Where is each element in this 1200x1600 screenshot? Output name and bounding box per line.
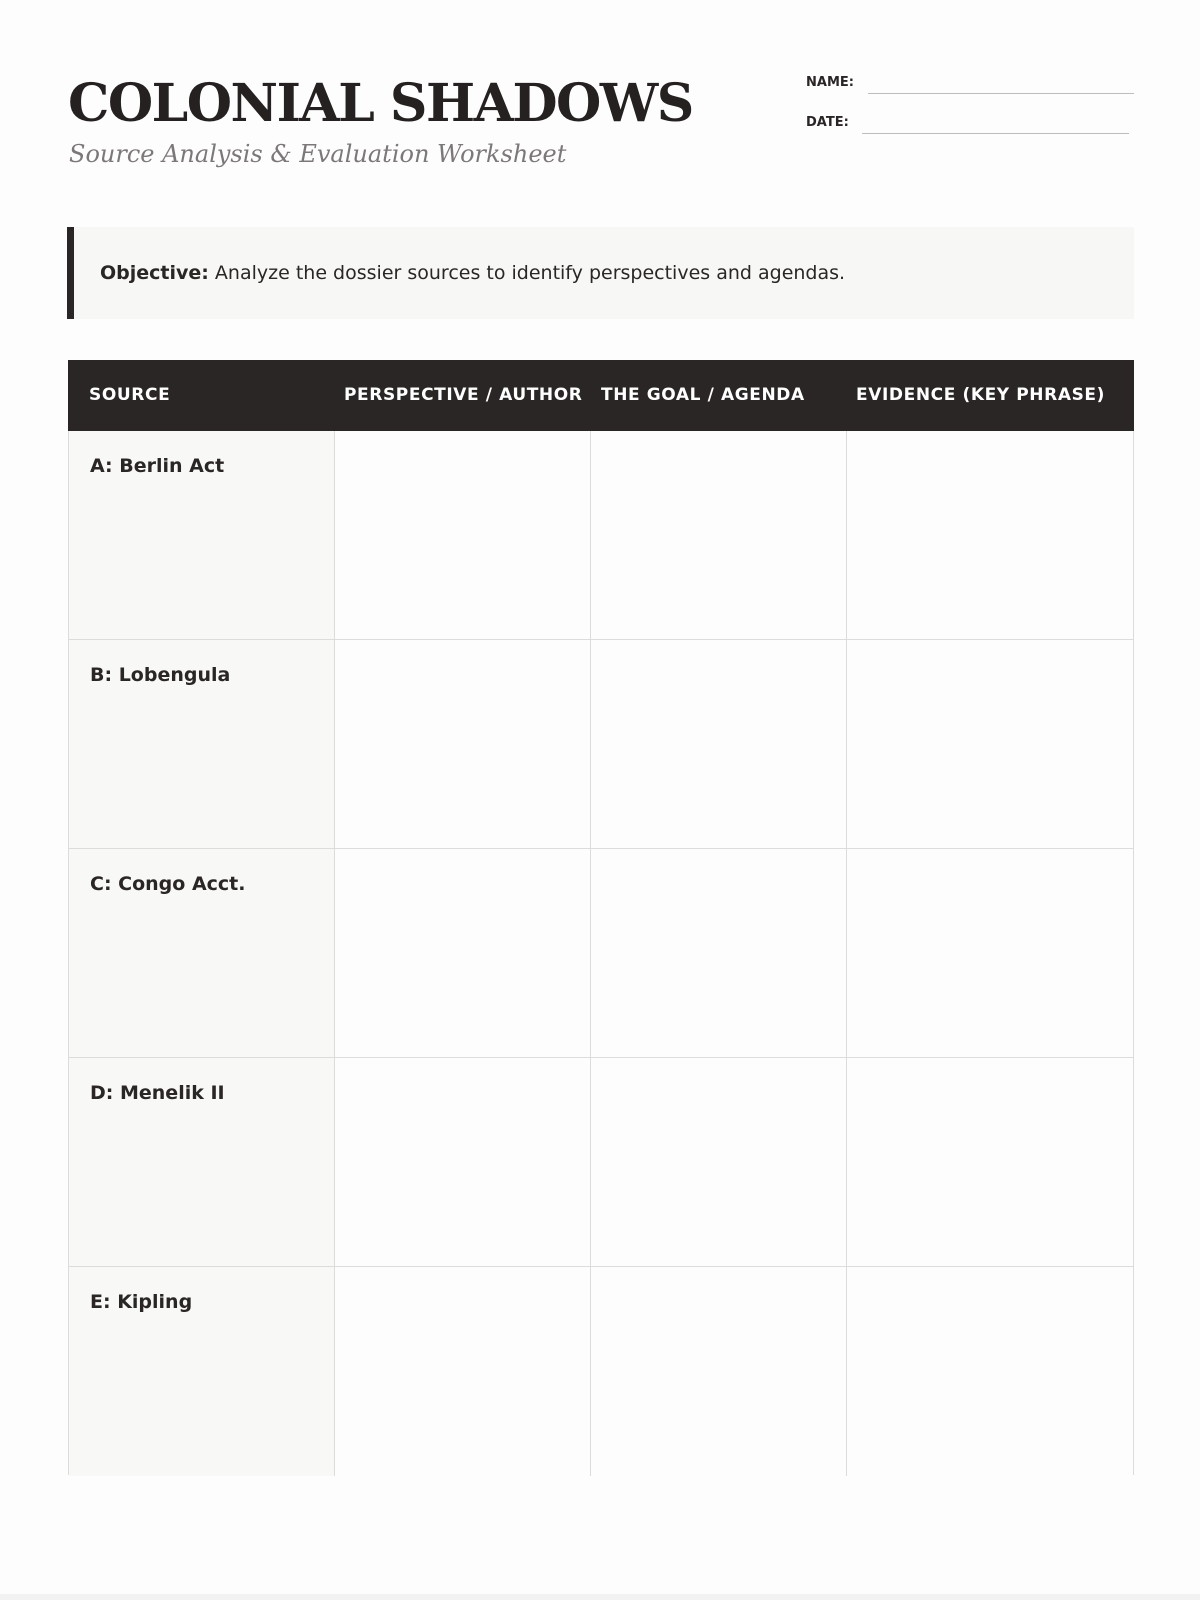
source-cell xyxy=(69,1267,335,1476)
goal-cell[interactable] xyxy=(591,849,847,1057)
source-label: C: Congo Acct. xyxy=(90,873,246,895)
objective-body: Analyze the dossier sources to identify perspectives and agendas. xyxy=(208,262,846,284)
goal-cell[interactable] xyxy=(591,431,847,639)
table-body xyxy=(68,431,1134,1475)
goal-cell[interactable] xyxy=(591,640,847,848)
objective-box xyxy=(67,227,1134,319)
objective-label: Objective: xyxy=(100,262,209,284)
objective-text xyxy=(100,260,845,286)
source-cell xyxy=(69,640,335,848)
name-label: NAME: xyxy=(806,75,854,90)
perspective-cell[interactable] xyxy=(335,1058,591,1266)
date-input-line[interactable] xyxy=(862,133,1129,134)
source-label: A: Berlin Act xyxy=(90,455,225,477)
source-label: E: Kipling xyxy=(90,1291,193,1313)
table-header xyxy=(68,360,1134,431)
date-field[interactable] xyxy=(806,112,1134,134)
perspective-cell[interactable] xyxy=(335,640,591,848)
evidence-cell[interactable] xyxy=(847,1267,1133,1476)
perspective-cell[interactable] xyxy=(335,431,591,639)
page-bottom-strip xyxy=(0,1594,1200,1600)
name-input-line[interactable] xyxy=(868,93,1134,94)
perspective-cell[interactable] xyxy=(335,1267,591,1476)
evidence-cell[interactable] xyxy=(847,431,1133,639)
perspective-cell[interactable] xyxy=(335,849,591,1057)
table-row xyxy=(69,640,1133,849)
source-label: D: Menelik II xyxy=(90,1082,225,1104)
page-title: COLONIAL SHADOWS xyxy=(68,73,693,134)
name-field[interactable] xyxy=(806,72,1134,94)
date-label: DATE: xyxy=(806,115,849,130)
goal-cell[interactable] xyxy=(591,1267,847,1476)
evidence-cell[interactable] xyxy=(847,1058,1133,1266)
column-header-source: SOURCE xyxy=(89,385,171,405)
page-subtitle: Source Analysis & Evaluation Worksheet xyxy=(69,140,567,168)
column-header-goal: THE GOAL / AGENDA xyxy=(601,385,805,405)
source-cell xyxy=(69,849,335,1057)
goal-cell[interactable] xyxy=(591,1058,847,1266)
table-row xyxy=(69,849,1133,1058)
source-analysis-table xyxy=(68,360,1134,1475)
source-label: B: Lobengula xyxy=(90,664,231,686)
column-header-perspective: PERSPECTIVE / AUTHOR xyxy=(344,385,583,405)
table-row xyxy=(69,431,1133,640)
table-row xyxy=(69,1058,1133,1267)
evidence-cell[interactable] xyxy=(847,849,1133,1057)
source-cell xyxy=(69,431,335,639)
evidence-cell[interactable] xyxy=(847,640,1133,848)
table-row xyxy=(69,1267,1133,1476)
source-cell xyxy=(69,1058,335,1266)
column-header-evidence: EVIDENCE (KEY PHRASE) xyxy=(856,385,1105,405)
